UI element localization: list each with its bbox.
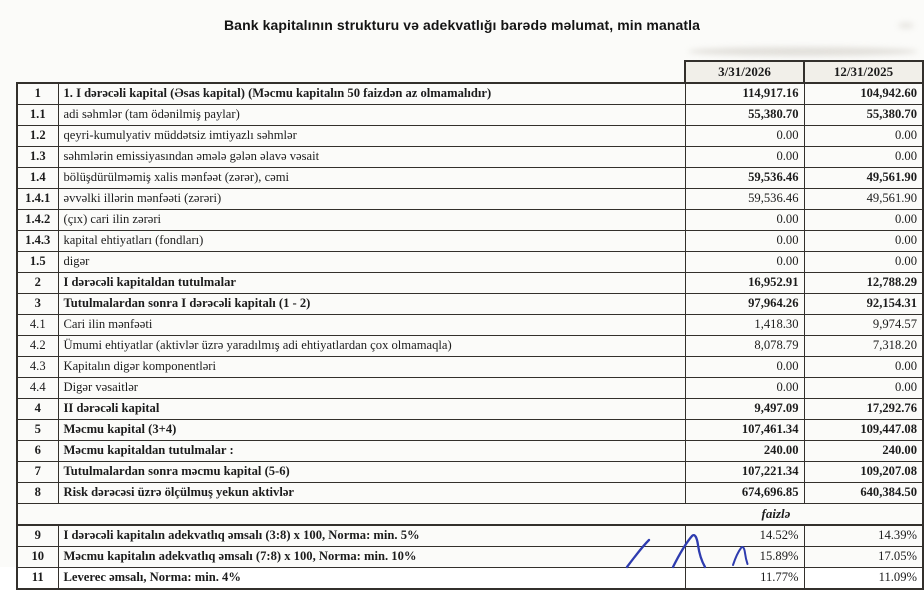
- value-2026: 55,380.70: [685, 105, 804, 126]
- capital-structure-table: [16, 60, 924, 590]
- row-number: 1.3: [17, 147, 58, 168]
- table-row: [17, 168, 923, 189]
- value-2025: 17,292.76: [804, 399, 923, 420]
- date-column-2025: 12/31/2025: [804, 61, 923, 83]
- value-2025: 11.09%: [804, 568, 923, 590]
- value-2026: 59,536.46: [685, 189, 804, 210]
- value-2025: 12,788.29: [804, 273, 923, 294]
- row-label: 1. I dərəcəli kapital (Əsas kapital) (Məcmu kapitalın 50 faizdən az olmamalıdır): [58, 83, 685, 105]
- value-2026: 11.77%: [685, 568, 804, 590]
- row-number: 4: [17, 399, 58, 420]
- value-2025: 0.00: [804, 378, 923, 399]
- scan-smudge: [688, 47, 918, 56]
- value-2026: 0.00: [685, 252, 804, 273]
- row-number: 8: [17, 483, 58, 504]
- table-row: [17, 336, 923, 357]
- row-label: Digər vəsaitlər: [58, 378, 685, 399]
- value-2025: 55,380.70: [804, 105, 923, 126]
- row-number: 3: [17, 294, 58, 315]
- value-2026: 0.00: [685, 210, 804, 231]
- row-label: I dərəcəli kapitaldan tutulmalar: [58, 273, 685, 294]
- row-number: 1.4.3: [17, 231, 58, 252]
- row-label: kapital ehtiyatları (fondları): [58, 231, 685, 252]
- row-number: 1.4.2: [17, 210, 58, 231]
- row-number: 7: [17, 462, 58, 483]
- row-label: Tutulmalardan sonra məcmu kapital (5-6): [58, 462, 685, 483]
- table-row: [17, 126, 923, 147]
- row-label: qeyri-kumulyativ müddətsiz imtiyazlı səhmlər: [58, 126, 685, 147]
- row-number: 4.2: [17, 336, 58, 357]
- table-row: [17, 294, 923, 315]
- value-2025: 0.00: [804, 126, 923, 147]
- table-row: [17, 273, 923, 294]
- percent-section-divider-row: [17, 504, 923, 526]
- value-2025: 109,207.08: [804, 462, 923, 483]
- row-number: 11: [17, 568, 58, 590]
- value-2025: 7,318.20: [804, 336, 923, 357]
- value-2025: 240.00: [804, 441, 923, 462]
- value-2025: 49,561.90: [804, 168, 923, 189]
- value-2026: 15.89%: [685, 547, 804, 568]
- percent-section-label: faizlə: [685, 504, 923, 526]
- value-2025: 104,942.60: [804, 83, 923, 105]
- row-label: Cari ilin mənfəəti: [58, 315, 685, 336]
- value-2026: 0.00: [685, 357, 804, 378]
- value-2026: 107,221.34: [685, 462, 804, 483]
- value-2025: 0.00: [804, 210, 923, 231]
- value-2025: 49,561.90: [804, 189, 923, 210]
- row-label: Ümumi ehtiyatlar (aktivlər üzrə yaradılmış adi ehtiyatlardan çox olmamaqla): [58, 336, 685, 357]
- date-header-row: [17, 61, 923, 83]
- table-row: [17, 441, 923, 462]
- row-label: I dərəcəli kapitalın adekvatlıq əmsalı (3:8) x 100, Norma: min. 5%: [58, 525, 685, 547]
- row-number: 4.4: [17, 378, 58, 399]
- row-number: 1.1: [17, 105, 58, 126]
- row-number: 2: [17, 273, 58, 294]
- row-number: 1.2: [17, 126, 58, 147]
- table-row: [17, 105, 923, 126]
- row-number: 10: [17, 547, 58, 568]
- table-row: [17, 547, 923, 568]
- header-blank-cell: [17, 61, 685, 83]
- row-number: 5: [17, 420, 58, 441]
- table-row: [17, 483, 923, 504]
- table-row: [17, 525, 923, 547]
- value-2025: 640,384.50: [804, 483, 923, 504]
- row-label: əvvəlki illərin mənfəəti (zərəri): [58, 189, 685, 210]
- row-number: 6: [17, 441, 58, 462]
- value-2025: 0.00: [804, 147, 923, 168]
- value-2026: 9,497.09: [685, 399, 804, 420]
- row-number: 9: [17, 525, 58, 547]
- value-2025: 0.00: [804, 231, 923, 252]
- value-2026: 0.00: [685, 378, 804, 399]
- row-number: 4.1: [17, 315, 58, 336]
- value-2025: 14.39%: [804, 525, 923, 547]
- row-label: Leverec əmsalı, Norma: min. 4%: [58, 568, 685, 590]
- value-2025: 0.00: [804, 357, 923, 378]
- table-row: [17, 357, 923, 378]
- table-row: [17, 189, 923, 210]
- row-number: 1.5: [17, 252, 58, 273]
- value-2026: 107,461.34: [685, 420, 804, 441]
- table-row: [17, 231, 923, 252]
- row-label: adi səhmlər (tam ödənilmiş paylar): [58, 105, 685, 126]
- row-label: Məcmu kapital (3+4): [58, 420, 685, 441]
- value-2026: 14.52%: [685, 525, 804, 547]
- table-body: [17, 61, 923, 589]
- scan-smudge: [898, 22, 914, 29]
- value-2025: 92,154.31: [804, 294, 923, 315]
- row-label: səhmlərin emissiyasından əmələ gələn əlavə vəsait: [58, 147, 685, 168]
- row-label: Tutulmalardan sonra I dərəcəli kapitalı (1 - 2): [58, 294, 685, 315]
- value-2026: 0.00: [685, 231, 804, 252]
- date-column-2026: 3/31/2026: [685, 61, 804, 83]
- row-label: Risk dərəcəsi üzrə ölçülmuş yekun aktivlər: [58, 483, 685, 504]
- table-row: [17, 83, 923, 105]
- table-row: [17, 568, 923, 590]
- value-2026: 0.00: [685, 126, 804, 147]
- row-number: 1.4: [17, 168, 58, 189]
- value-2026: 16,952.91: [685, 273, 804, 294]
- value-2026: 674,696.85: [685, 483, 804, 504]
- value-2026: 8,078.79: [685, 336, 804, 357]
- value-2025: 17.05%: [804, 547, 923, 568]
- table-row: [17, 252, 923, 273]
- row-label: bölüşdürülməmiş xalis mənfəət (zərər), cəmi: [58, 168, 685, 189]
- table-row: [17, 462, 923, 483]
- table-row: [17, 420, 923, 441]
- value-2025: 109,447.08: [804, 420, 923, 441]
- row-number: 1.4.1: [17, 189, 58, 210]
- value-2026: 114,917.16: [685, 83, 804, 105]
- row-label: Məcmu kapitalın adekvatlıq əmsalı (7:8) x 100, Norma: min. 10%: [58, 547, 685, 568]
- table-row: [17, 210, 923, 231]
- spacer-left-cell: [17, 504, 685, 526]
- row-label: (çıx) cari ilin zərəri: [58, 210, 685, 231]
- row-number: 1: [17, 83, 58, 105]
- row-label: Məcmu kapitaldan tutulmalar :: [58, 441, 685, 462]
- table-row: [17, 399, 923, 420]
- value-2026: 97,964.26: [685, 294, 804, 315]
- row-label: Kapitalın digər komponentləri: [58, 357, 685, 378]
- row-number: 4.3: [17, 357, 58, 378]
- row-label: II dərəcəli kapital: [58, 399, 685, 420]
- table-row: [17, 378, 923, 399]
- value-2026: 1,418.30: [685, 315, 804, 336]
- value-2025: 0.00: [804, 252, 923, 273]
- value-2026: 0.00: [685, 147, 804, 168]
- value-2026: 240.00: [685, 441, 804, 462]
- document-title: Bank kapitalının strukturu və adekvatlığı barədə məlumat, min manatla: [223, 17, 701, 33]
- table-row: [17, 315, 923, 336]
- value-2026: 59,536.46: [685, 168, 804, 189]
- value-2025: 9,974.57: [804, 315, 923, 336]
- table-row: [17, 147, 923, 168]
- row-label: digər: [58, 252, 685, 273]
